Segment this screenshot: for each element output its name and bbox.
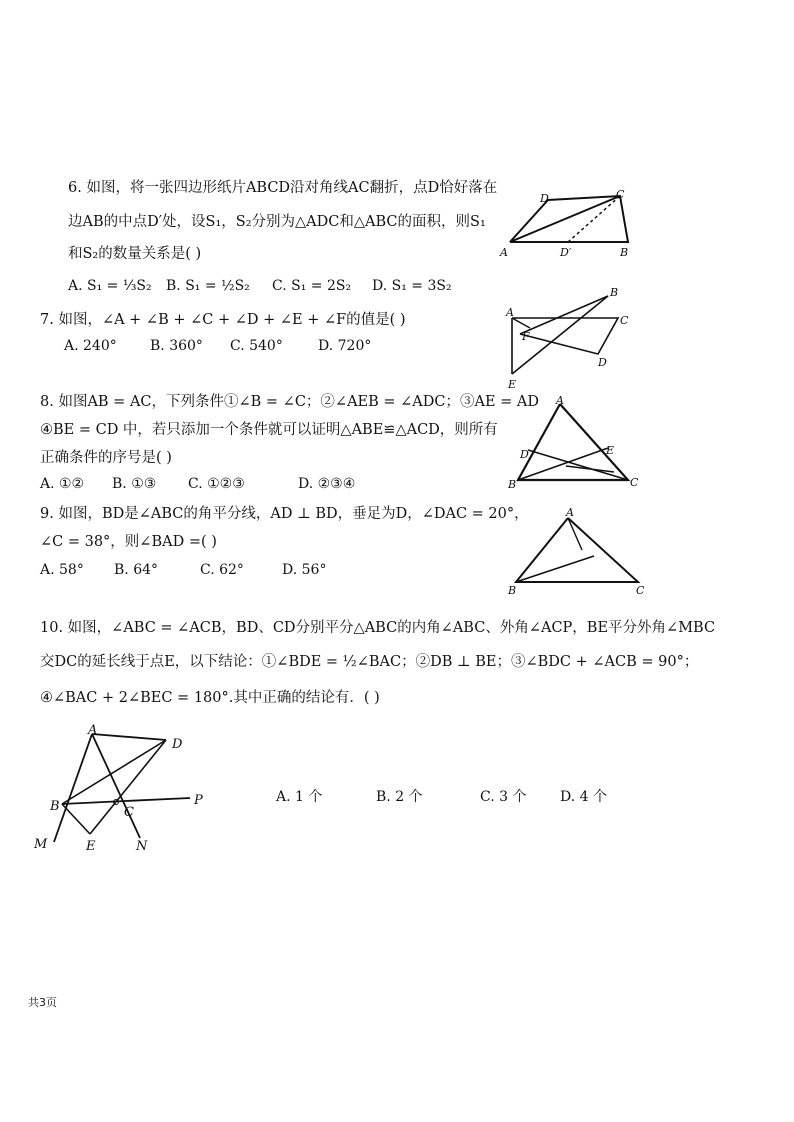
q6-label-a: A — [500, 246, 508, 259]
q10-label-d: D — [172, 737, 183, 752]
q8-label-c: C — [630, 476, 639, 489]
q8-label-e: E — [606, 444, 615, 457]
q9-label-c: C — [636, 584, 645, 597]
q10-figure — [30, 724, 230, 856]
q7-label-e: E — [508, 378, 517, 391]
q8-label-b: B — [508, 478, 517, 491]
q8-figure — [506, 396, 646, 491]
q8-option-b: B. ①③ — [112, 476, 157, 492]
q9-option-b: B. 64° — [114, 562, 159, 578]
q8-line1: 8. 如图AB = AC，下列条件①∠B = ∠C；②∠AEB = ∠ADC；③AE = AD — [40, 394, 540, 410]
q8-line2: ④BE = CD 中，若只添加一个条件就可以证明△ABE≌△ACD，则所有 — [40, 422, 498, 438]
q6-label-d: D — [540, 192, 549, 205]
q9-option-a: A. 58° — [40, 562, 84, 578]
q6-line3: 和S₂的数量关系是( ) — [68, 246, 202, 262]
q10-label-a: A — [88, 723, 98, 738]
q6-line1: 6. 如图，将一张四边形纸片ABCD沿对角线AC翻折，点D恰好落在 — [68, 180, 498, 196]
q10-label-e: E — [86, 839, 96, 854]
q6-option-d: D. S₁ = 3S₂ — [372, 278, 452, 294]
q6-line2: 边AB的中点D′处，设S₁，S₂分别为△ADC和△ABC的面积，则S₁ — [68, 214, 486, 230]
q10-label-b: B — [50, 799, 60, 814]
q7-label-c: C — [620, 314, 629, 327]
q7-option-a: A. 240° — [64, 338, 117, 354]
q10-label-p: P — [194, 793, 203, 808]
q6-label-d-prime: D′ — [560, 246, 572, 259]
q6-option-c: C. S₁ = 2S₂ — [272, 278, 352, 294]
q7-option-d: D. 720° — [318, 338, 372, 354]
q8-line3: 正确条件的序号是( ) — [40, 450, 172, 466]
q6-option-a: A. S₁ = ⅓S₂ — [68, 278, 152, 294]
q10-option-d: D. 4 个 — [560, 789, 607, 805]
q6-label-b: B — [620, 246, 629, 259]
q10-label-m: M — [34, 837, 48, 852]
q10-option-a: A. 1 个 — [276, 789, 323, 805]
q9-line2: ∠C = 38°，则∠BAD =( ) — [40, 534, 217, 550]
q7-option-c: C. 540° — [230, 338, 283, 354]
q7-figure — [500, 284, 640, 394]
q6-option-b: B. S₁ = ½S₂ — [166, 278, 250, 294]
q7-label-b: B — [610, 286, 619, 299]
q10-line2: 交DC的延长线于点E，以下结论：①∠BDE = ½∠BAC；②DB ⊥ BE；③∠BDC + ∠ACB = 90°； — [40, 654, 699, 670]
q9-label-b: B — [508, 584, 517, 597]
q9-figure — [506, 508, 656, 598]
q10-option-b: B. 2 个 — [376, 789, 423, 805]
q7-label-f: F — [522, 330, 530, 343]
q8-label-d: D — [520, 448, 529, 461]
q8-option-c: C. ①②③ — [188, 476, 245, 492]
q9-line1: 9. 如图，BD是∠ABC的角平分线，AD ⊥ BD，垂足为D，∠DAC = 20°， — [40, 506, 529, 522]
q7-option-b: B. 360° — [150, 338, 203, 354]
q10-label-c: C — [124, 805, 134, 820]
q10-line1: 10. 如图，∠ABC = ∠ACB，BD、CD分别平分△ABC的内角∠ABC、外角∠ACP，BE平分外角∠MBC — [40, 620, 716, 636]
q10-line3: ④∠BAC + 2∠BEC = 180°.其中正确的结论有．( ) — [40, 690, 380, 706]
q8-label-a: A — [556, 394, 564, 407]
q8-option-d: D. ②③④ — [298, 476, 356, 492]
q9-option-d: D. 56° — [282, 562, 327, 578]
q9-option-c: C. 62° — [200, 562, 244, 578]
q7-line1: 7. 如图，∠A + ∠B + ∠C + ∠D + ∠E + ∠F的值是( ) — [40, 312, 406, 328]
page-count-footer: 共3页 — [28, 996, 57, 1009]
q9-label-a: A — [566, 506, 574, 519]
q6-figure — [500, 188, 640, 260]
q6-label-c: C — [616, 188, 625, 201]
q10-label-n: N — [136, 839, 148, 854]
q7-label-d: D — [598, 356, 607, 369]
q10-option-c: C. 3 个 — [480, 789, 527, 805]
q7-label-a: A — [506, 306, 514, 319]
q8-option-a: A. ①② — [40, 476, 85, 492]
